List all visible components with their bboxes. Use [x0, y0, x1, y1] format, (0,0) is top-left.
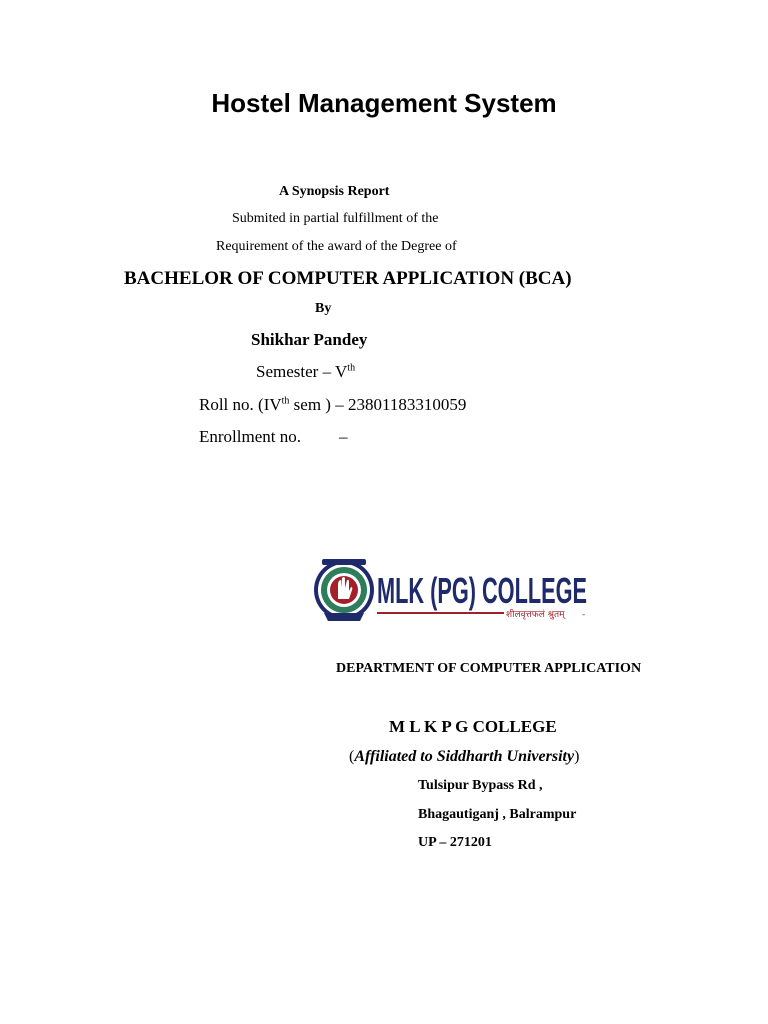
degree-name: BACHELOR OF COMPUTER APPLICATION (BCA): [124, 268, 572, 289]
enrollment-line: [199, 427, 347, 447]
affiliation-text: Affiliated to Siddharth University: [354, 748, 575, 765]
college-logo: [314, 553, 592, 627]
address-line-2: Bhagautiganj , Balrampur: [418, 807, 577, 822]
enrollment-value: –: [338, 427, 348, 446]
submitted-line: Submited in partial fulfillment of the: [232, 211, 439, 226]
logo-text: MLK (PG) COLLEGE: [377, 570, 587, 611]
document-title: Hostel Management System: [211, 88, 557, 118]
logo-motto-dash: -: [582, 610, 586, 620]
roll-line: [199, 395, 466, 415]
requirement-line: Requirement of the award of the Degree of: [216, 239, 457, 254]
semester-sup: th: [347, 362, 356, 374]
college-name: M L K P G COLLEGE: [389, 717, 557, 736]
college-emblem-icon: [314, 559, 374, 621]
semester-label: Semester – V: [256, 362, 348, 381]
affiliation-open: (: [349, 748, 355, 765]
affiliation-close: ): [574, 748, 580, 765]
enrollment-label: Enrollment no.: [199, 427, 301, 446]
roll-prefix: Roll no. (IV: [199, 395, 282, 414]
address-line-1: Tulsipur Bypass Rd ,: [418, 778, 543, 793]
semester-line: [256, 362, 355, 382]
roll-suffix: sem ) – 23801183310059: [289, 395, 467, 414]
roll-sup: th: [281, 395, 290, 407]
synopsis-heading: A Synopsis Report: [279, 184, 390, 199]
affiliation-line: [349, 748, 579, 766]
student-name: Shikhar Pandey: [251, 330, 368, 349]
by-label: By: [315, 301, 332, 316]
department-name: DEPARTMENT OF COMPUTER APPLICATION: [336, 661, 642, 676]
logo-motto: शीलवृत्तफलं श्रुतम्: [506, 610, 565, 620]
address-line-3: UP – 271201: [418, 835, 492, 850]
